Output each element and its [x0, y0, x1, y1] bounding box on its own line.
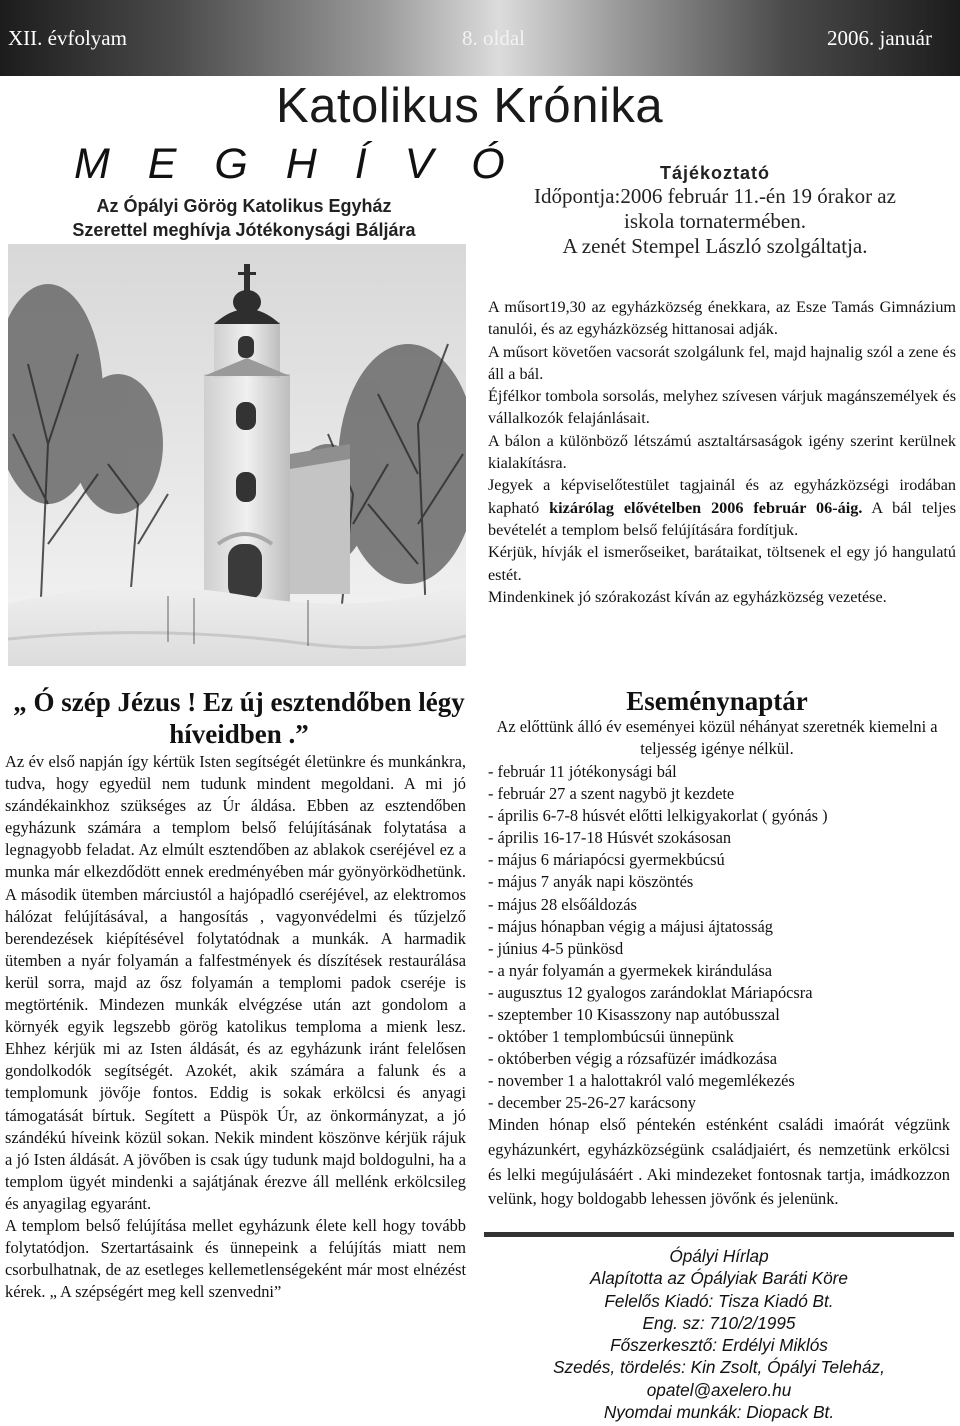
program-paragraph: A műsort19,30 az egyházközség énekkara, az Esze Tamás Gimnázium tanulói, és az egyházközség hittanosai adják.	[488, 298, 956, 339]
list-item: - a nyár folyamán a gyermekek kirándulása	[488, 960, 772, 980]
header-bar	[0, 0, 960, 76]
article-title: „ Ó szép Jézus ! Ez új esztendőben légy híveidben .”	[13, 687, 465, 749]
list-item: - októberben végig a rózsafüzér imádkozása	[488, 1049, 777, 1069]
invitation-line-2: Szerettel meghívja Jótékonysági Báljára	[72, 220, 416, 240]
list-item: - május 6 máriapócsi gyermekbúcsú	[488, 850, 725, 870]
events-closing: Minden hónap első péntekén esténként családi imaórát végzünk egyházunkért, egyházközségünk családjaiért, és nemzetünk erkölcsi és lelki megújulásáért . Aki mindezeket fontosnak tartja, imádkozzon velünk, hogy boldogabb lehessen jövőnk és jelenünk.	[488, 1115, 950, 1209]
ticket-deadline: kizárólag elővételben 2006 február 06-áig.	[549, 498, 863, 517]
program-paragraph: Éjfélkor tombola sorsolás, melyhez szívesen várjuk magánszemélyek és vállalkozók felajánlásait.	[488, 387, 956, 428]
list-item: - november 1 a halottakról való megemlékezés	[488, 1071, 795, 1091]
imprint-license: Eng. sz: 710/2/1995	[642, 1312, 796, 1333]
imprint-publication: Ópályi Hírlap	[669, 1246, 769, 1266]
ticket-paragraph	[488, 474, 956, 541]
info-line-3: A zenét Stempel László szolgáltatja.	[562, 234, 868, 258]
masthead-title: Katolikus Krónika	[276, 79, 664, 133]
info-box	[482, 162, 948, 259]
program-paragraph: Mindenkinek jó szórakozást kíván az egyházközség vezetése.	[488, 587, 887, 606]
imprint-founder: Alapította az Ópályiak Baráti Köre	[590, 1268, 848, 1289]
article-body	[5, 751, 466, 1303]
ticket-text-start: Jegyek a képviselőtestület tagjainál és az egyházközségi irodában kapható	[488, 476, 956, 517]
imprint-publisher: Felelős Kiadó: Tisza Kiadó Bt.	[604, 1290, 834, 1311]
article-paragraph: Az év első napján így kértük Isten segítségét életünkre és munkánkra, tudva, hogy egyedül nem tudunk mindent megoldani. A mi jó szándékainkhoz szükséges az Úr áldása. Ebben az esztendőben egyházunk számára a templom belső felújításának folytatása a legnagyobb feladat. Az elmúlt esztendőben az ablakok cseréjével ez a munka már elkezdődött ennek eredményében már gyönyörködhetünk. A második ütemben márciustól a hajópadló cseréjével, az elektromos hálózat felújításával, a hangosítás , vagyonvédelmi és tűzjelző berendezések kiépítésével folytatódnak a munkák. A harmadik ütemben a nyár folyamán a falfestmények és díszítések restaurálása kerül sorra, majd az ősz folyamán a templomi padok cseréje is megtörténik. Mindezen munkák elvégzése után azt gondolom a környék egyik legszebb görög katolikus temploma a mienk lesz. Ehhez kérjük mi az Isten áldását, és az egyházunk iránt felelősen gondolkodók segítségét. Azokét, akik számára a falunk és a templomunk jövője fontos. Eddig is sokak erkölcsi és anyagi támogatását bírtuk. Segített a Püspök Úr, az önkormányzat, a jó szándékú híveink közül sokan. Nekik mindent köszönve kérjük rájuk a jó Isten áldását. A jövőben is csak úgy tudunk majd boldogulni, ha a templom ügyét mindenki a sajátjának érezve áll mellénk erkölcsileg és anyagilag egyaránt.	[5, 752, 466, 1213]
article-paragraph: A templom belső felújítása mellet egyházunk élete kell hogy tovább folytatódjon. Szertartásaink és ünnepeink a felújítás miatt nem csorbulhatnak, de az esetleges kellemetlenségeként már most elnézést kérek. „ A szépségért meg kell szenvedni”	[5, 1215, 466, 1302]
invitation-title: M E G H Í V Ó	[74, 140, 518, 188]
ticket-text-end: A bál teljes bevételét a templom belső felújítására fordítjuk.	[488, 498, 956, 539]
imprint	[484, 1245, 954, 1423]
program-text	[488, 296, 956, 608]
list-item: - február 27 a szent nagybö jt kezdete	[488, 784, 735, 804]
list-item: - május 7 anyák napi köszöntés	[488, 872, 694, 892]
events-title: Eseménynaptár	[626, 686, 808, 716]
info-line-1: Időpontja:2006 február 11.-én 19 órakor az	[534, 184, 896, 208]
imprint-email: opatel@axelero.hu	[646, 1379, 792, 1400]
events-intro: Az előttünk álló év eseményei közül néhányat szeretnék kiemelni a teljesség igénye nélkül.	[496, 717, 938, 758]
info-heading: Tájékoztató	[659, 163, 771, 183]
issue-date: 2006. január	[827, 26, 932, 50]
info-line-2: iskola tornatermében.	[624, 209, 806, 233]
page-number: 8. oldal	[462, 26, 525, 50]
imprint-printing: Nyomdai munkák: Diopack Bt.	[603, 1402, 835, 1423]
list-item: - május 28 elsőáldozás	[488, 894, 637, 914]
list-item: - december 25-26-27 karácsony	[488, 1093, 696, 1113]
program-paragraph: A műsort követően vacsorát szolgálunk fel, majd hajnalig szól a zene és áll a bál.	[488, 342, 956, 383]
volume-label: XII. évfolyam	[8, 26, 127, 50]
list-item: - június 4-5 pünkösd	[488, 938, 624, 958]
list-item: - október 1 templombúcsúi ünnepünk	[488, 1027, 734, 1047]
list-item: - február 11 jótékonysági bál	[488, 762, 677, 781]
church-photo	[8, 244, 466, 666]
list-item: - május hónapban végig a májusi ájtatosság	[488, 916, 773, 936]
imprint-typesetting: Szedés, tördelés: Kin Zsolt, Ópályi Teleház,	[553, 1357, 885, 1378]
list-item: - augusztus 12 gyalogos zarándoklat Máriapócsra	[488, 982, 813, 1002]
program-paragraph: Kérjük, hívják el ismerőseiket, barátaikat, töltsenek el egy jó hangulatú estét.	[488, 543, 956, 584]
events-list	[488, 761, 950, 1115]
divider	[484, 1232, 954, 1237]
imprint-editor: Főszerkesztő: Erdélyi Miklós	[610, 1335, 828, 1356]
list-item: - április 16-17-18 Húsvét szokásosan	[488, 828, 732, 848]
list-item: - április 6-7-8 húsvét előtti lelkigyakorlat ( gyónás )	[488, 806, 828, 826]
list-item: - szeptember 10 Kisasszony nap autóbusszal	[488, 1005, 780, 1025]
invitation-line-1: Az Ópályi Görög Katolikus Egyház	[96, 196, 392, 216]
program-paragraph: A bálon a különböző létszámú asztaltársaságok igény szerint kerülnek kialakításra.	[488, 431, 956, 473]
